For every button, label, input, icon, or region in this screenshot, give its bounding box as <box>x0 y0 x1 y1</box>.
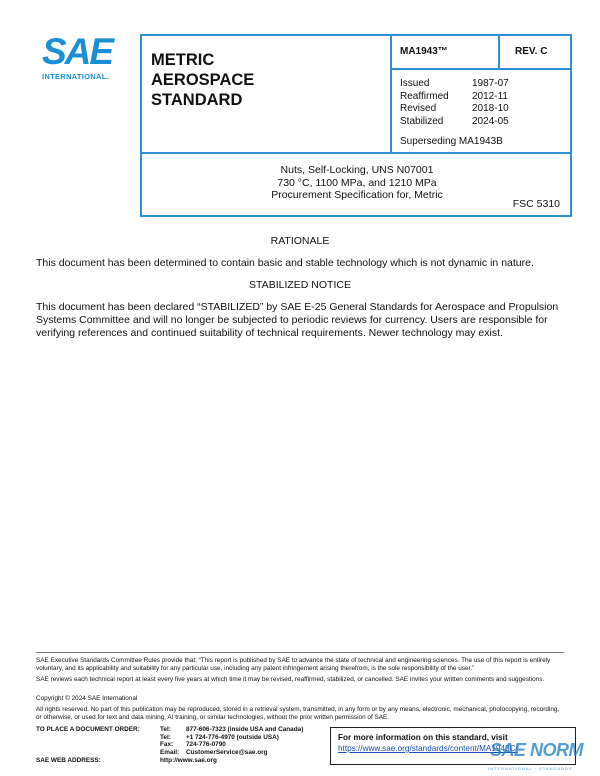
date-label: Stabilized <box>400 115 444 127</box>
contact-label: Fax: <box>160 741 174 749</box>
copyright-note: Copyright © 2024 SAE International <box>36 695 138 702</box>
contact-row <box>160 741 303 749</box>
rights-note: All rights reserved. No part of this publication may be reproduced, stored in a retrieval system, transmitted, in any form or by any means, electronic, mechanical, photocopying, recording, or otherwise, or used for text and data mining, AI training, or similar technologies, without the prior written permission of SAE. <box>36 706 560 721</box>
standard-url-link[interactable]: https://www.sae.org/standards/content/MA1943C/ <box>338 744 518 753</box>
revision-label: REV. C <box>500 36 572 70</box>
order-label: TO PLACE A DOCUMENT ORDER: <box>36 726 140 733</box>
stabilized-text: This document has been declared “STABILIZED” by SAE E-25 General Standards for Aerospace and Propulsion Systems Committee and will no longer be subjected to periodic reviews for currency. Users are responsible for verifying references and continued suitability of technical requirements. Newer technology may exist. <box>36 301 559 339</box>
date-value: 1987-07 <box>472 78 509 89</box>
contact-label: Email: <box>160 748 180 756</box>
web-address-link[interactable]: http://www.sae.org <box>160 757 217 764</box>
document-number: MA1943™ <box>392 36 500 70</box>
title-line-1: METRIC <box>151 51 215 69</box>
subject-line-1: Nuts, Self-Locking, UNS N07001 <box>280 164 434 176</box>
sae-logo <box>42 31 118 82</box>
footer-rule <box>36 652 564 653</box>
contact-value: 877-606-7323 (inside USA and Canada) <box>186 726 304 733</box>
date-history <box>392 70 572 152</box>
title-line-2: AEROSPACE <box>151 71 255 89</box>
watermark-subtitle: INTERNATIONAL · STANDARDS <box>488 766 573 771</box>
document-subject <box>142 154 572 218</box>
subject-line-3: Procurement Specification for, Metric <box>271 189 443 201</box>
standard-title <box>142 36 392 152</box>
review-note: SAE reviews each technical report at least every five years at which time it may be revised, reaffirmed, stabilized, or cancelled. SAE invites your written comments and suggestions. <box>36 676 545 683</box>
date-row-reaffirmed <box>400 91 572 104</box>
header-box <box>140 34 572 217</box>
sae-logo-subtitle: INTERNATIONAL. <box>42 72 109 81</box>
contact-row <box>160 726 303 734</box>
date-row-stabilized <box>400 116 572 129</box>
contact-label: Tel: <box>160 733 171 741</box>
date-value: 2024-05 <box>472 115 509 127</box>
rationale-text: This document has been determined to contain basic and stable technology which is not dynamic in nature. <box>36 257 534 269</box>
contact-label: Tel: <box>160 726 171 733</box>
date-label: Revised <box>400 103 437 114</box>
more-info-heading: For more information on this standard, visit <box>338 733 508 742</box>
title-line-3: STANDARD <box>151 91 243 109</box>
contact-value: 724-776-0790 <box>186 741 226 749</box>
order-contacts <box>160 726 303 756</box>
contact-value: +1 724-776-4970 (outside USA) <box>186 733 279 741</box>
contact-row <box>160 749 303 757</box>
date-label: Issued <box>400 78 430 89</box>
sae-logo-mark: SAE <box>42 31 113 72</box>
committee-rules-note: SAE Executive Standards Committee Rules provide that: “This report is published by SAE to advance the state of technical and engineering sciences. The use of this report is entirely voluntary, and its applicability and suitability for any particular use, including any patent infringement arising therefrom, is the sole responsibility of the user.” <box>36 657 551 672</box>
subject-line-2: 730 °C, 1100 MPa, and 1210 MPa <box>277 176 437 189</box>
date-row-issued <box>400 78 572 91</box>
contact-email[interactable]: CustomerService@sae.org <box>186 748 268 756</box>
stabilized-heading: STABILIZED NOTICE <box>249 279 351 291</box>
fsc-code: FSC 5310 <box>512 198 560 210</box>
date-value: 2018-10 <box>472 103 509 114</box>
date-label: Reaffirmed <box>400 90 449 102</box>
superseding-note: Superseding MA1943B <box>400 136 503 147</box>
web-address-label: SAE WEB ADDRESS: <box>36 757 101 764</box>
rationale-heading: RATIONALE <box>270 235 330 247</box>
sae-norm-watermark: SAE NORM <box>490 740 584 760</box>
date-row-revised <box>400 103 572 116</box>
contact-row <box>160 734 303 742</box>
date-value: 2012-11 <box>472 90 508 102</box>
